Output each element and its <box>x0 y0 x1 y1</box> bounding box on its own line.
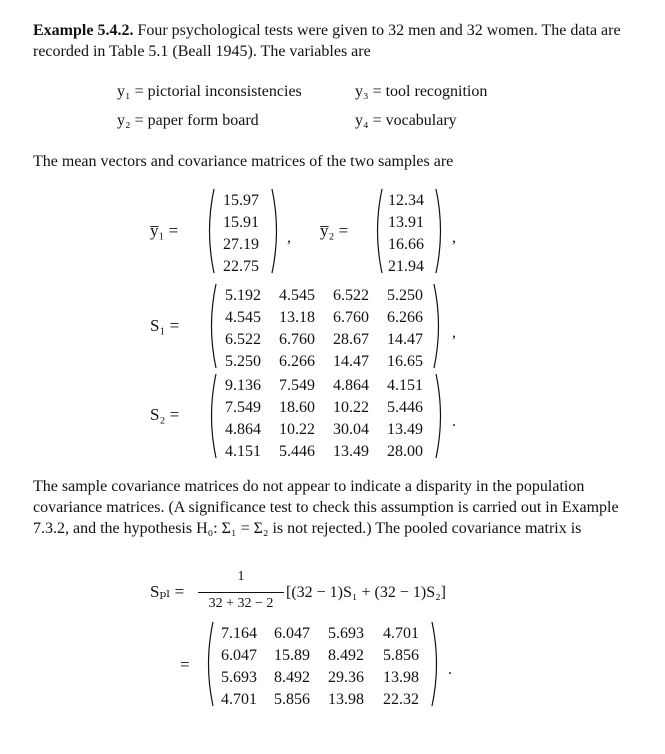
Spl-cell: 5.693 <box>328 625 364 642</box>
S2-col-3 <box>333 376 369 464</box>
intro-paragraph <box>33 20 633 62</box>
ybar1-right-paren <box>270 187 282 275</box>
Spl-col-2 <box>274 624 310 712</box>
variable-y1: y₁ = pictorial inconsistencies <box>117 83 302 100</box>
S2-col-4 <box>387 376 423 464</box>
S2-cell: 5.446 <box>387 399 423 416</box>
S1-cell: 6.266 <box>279 353 315 370</box>
S1-cell: 6.760 <box>333 309 369 326</box>
ybar2-value: 13.91 <box>388 214 424 231</box>
Spl-bracket-expression: [(32 − 1)S₁ + (32 − 1)S₂] <box>286 584 446 601</box>
Spl-col-1 <box>221 624 257 712</box>
Spl-cell: 29.36 <box>328 669 364 686</box>
S2-cell: 4.864 <box>225 421 261 438</box>
Spl-left-paren <box>203 620 215 708</box>
Spl-cell: 15.89 <box>274 647 310 664</box>
Spl-cell: 7.164 <box>221 625 257 642</box>
ybar1-value: 15.91 <box>223 214 259 231</box>
Spl-cell: 13.98 <box>328 691 364 708</box>
S2-cell: 10.22 <box>333 399 369 416</box>
ybar2-values <box>388 191 424 279</box>
Spl-cell: 22.32 <box>383 691 419 708</box>
example-label: Example 5.4.2. <box>33 22 134 39</box>
S1-cell: 4.545 <box>279 287 315 304</box>
S1-cell: 6.266 <box>387 309 423 326</box>
variable-y3: y₃ = tool recognition <box>355 83 488 100</box>
S1-right-paren <box>432 282 444 370</box>
fraction-bar <box>198 592 284 593</box>
Spl-cell: 5.856 <box>274 691 310 708</box>
Spl-cell: 8.492 <box>274 669 310 686</box>
ybar1-value: 27.19 <box>223 236 259 253</box>
period: . <box>452 413 456 430</box>
Spl-col-4 <box>383 624 419 712</box>
variable-y4: y₄ = vocabulary <box>355 112 457 129</box>
S2-cell: 30.04 <box>333 421 369 438</box>
Spl-cell: 5.856 <box>383 647 419 664</box>
S2-cell: 5.446 <box>279 443 315 460</box>
S2-cell: 10.22 <box>279 421 315 438</box>
S1-label: S₁ = <box>150 316 180 335</box>
Spl-cell: 6.047 <box>274 625 310 642</box>
Spl-equals: = <box>180 655 190 674</box>
S2-cell: 18.60 <box>279 399 315 416</box>
S1-cell: 16.65 <box>387 353 423 370</box>
ybar2-value: 21.94 <box>388 258 424 275</box>
S1-cell: 6.760 <box>279 331 315 348</box>
pooled-paragraph: The sample covariance matrices do not appear to indicate a disparity in the population covariance matrices. (A significance test to check this assumption is carried out in Example 7.3.2, and the hypothesis H₀: Σ₁ = Σ₂ is not rejected.) The pooled covariance matrix is <box>33 478 619 537</box>
S2-label: S₂ = <box>150 405 180 424</box>
S1-col-2 <box>279 286 315 374</box>
Spl-cell: 6.047 <box>221 647 257 664</box>
ybar1-value: 22.75 <box>223 258 259 275</box>
ybar2-right-paren <box>434 187 446 275</box>
S2-right-paren <box>434 372 446 460</box>
ybar1-values <box>223 191 259 279</box>
Spl-right-paren <box>430 620 442 708</box>
S1-cell: 13.18 <box>279 309 315 326</box>
S1-left-paren <box>206 282 218 370</box>
S1-col-4 <box>387 286 423 374</box>
S2-col-2 <box>279 376 315 464</box>
S2-cell: 7.549 <box>225 399 261 416</box>
comma: , <box>452 229 456 246</box>
comma: , <box>452 324 456 341</box>
Spl-col-3 <box>328 624 364 712</box>
Spl-label: Sₚₗ = <box>150 582 185 601</box>
S2-col-1 <box>225 376 261 464</box>
Spl-cell: 5.693 <box>221 669 257 686</box>
S1-cell: 6.522 <box>225 331 261 348</box>
S1-col-1 <box>225 286 261 374</box>
intro-text: Four psychological tests were given to 32 men and 32 women. The data are recorded in Table 5.1 (Beall 1945). The variables are <box>33 22 621 60</box>
S1-cell: 6.522 <box>333 287 369 304</box>
ybar1-label: y̅₁ = <box>150 221 179 240</box>
S1-cell: 5.250 <box>387 287 423 304</box>
fraction-denominator: 32 + 32 − 2 <box>208 596 274 611</box>
S1-cell: 4.545 <box>225 309 261 326</box>
S1-cell: 5.250 <box>225 353 261 370</box>
S2-cell: 4.151 <box>387 377 423 394</box>
Spl-cell: 4.701 <box>383 625 419 642</box>
S2-cell: 28.00 <box>387 443 423 460</box>
S1-col-3 <box>333 286 369 374</box>
S1-cell: 28.67 <box>333 331 369 348</box>
ybar2-left-paren <box>372 187 384 275</box>
S2-cell: 4.864 <box>333 377 369 394</box>
S2-cell: 13.49 <box>387 421 423 438</box>
S1-cell: 5.192 <box>225 287 261 304</box>
S1-cell: 14.47 <box>333 353 369 370</box>
ybar1-value: 15.97 <box>223 192 259 209</box>
Spl-cell: 13.98 <box>383 669 419 686</box>
Spl-cell: 4.701 <box>221 691 257 708</box>
S2-cell: 13.49 <box>333 443 369 460</box>
ybar2-value: 16.66 <box>388 236 424 253</box>
Spl-cell: 8.492 <box>328 647 364 664</box>
fraction-numerator: 1 <box>237 569 245 584</box>
ybar2-value: 12.34 <box>388 192 424 209</box>
ybar2-label: y̅₂ = <box>320 221 349 240</box>
S2-cell: 4.151 <box>225 443 261 460</box>
comma: , <box>287 229 291 246</box>
S2-cell: 9.136 <box>225 377 261 394</box>
ybar1-left-paren <box>204 187 216 275</box>
S1-cell: 14.47 <box>387 331 423 348</box>
variable-y2: y₂ = paper form board <box>117 112 259 129</box>
S2-cell: 7.549 <box>279 377 315 394</box>
mean-intro: The mean vectors and covariance matrices of the two samples are <box>33 153 454 170</box>
period: . <box>448 661 452 678</box>
S2-left-paren <box>206 372 218 460</box>
